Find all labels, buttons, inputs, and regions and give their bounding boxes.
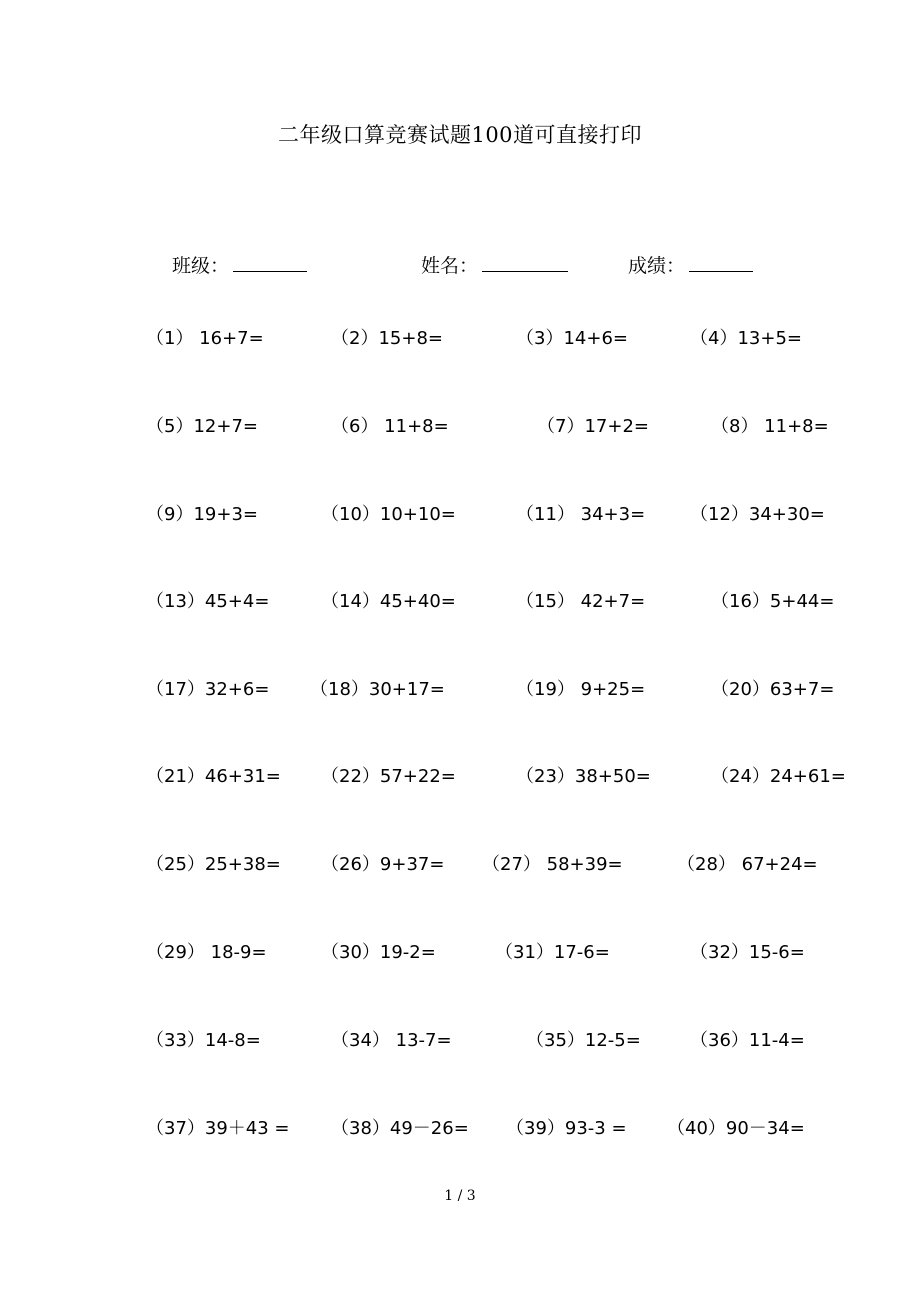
problem-item: （19） 9+25= — [516, 679, 646, 700]
score-blank-line — [689, 251, 753, 272]
name-field — [421, 251, 568, 280]
problem-item: （35）12-5= — [526, 1030, 641, 1051]
problem-item: （30）19-2= — [321, 942, 436, 963]
problem-item: （27） 58+39= — [482, 854, 623, 875]
problem-item: （14）45+40= — [321, 591, 456, 612]
score-field — [628, 251, 753, 280]
problem-item: （15） 42+7= — [516, 591, 646, 612]
problem-item: （17）32+6= — [146, 679, 270, 700]
problem-item: （16）5+44= — [711, 591, 835, 612]
class-field — [172, 251, 307, 280]
problem-item: （33）14-8= — [146, 1030, 261, 1051]
problem-item: （9）19+3= — [146, 504, 258, 525]
problem-item: （37）39＋43 = — [146, 1118, 290, 1139]
problem-item: （21）46+31= — [146, 766, 281, 787]
class-blank-line — [233, 251, 307, 272]
problem-item: （2）15+8= — [331, 328, 443, 349]
problem-item: （23）38+50= — [516, 766, 651, 787]
problem-item: （20）63+7= — [711, 679, 835, 700]
problem-item: （26）9+37= — [321, 854, 445, 875]
problem-item: （39）93-3 = — [506, 1118, 627, 1139]
problem-item: （1） 16+7= — [146, 328, 264, 349]
problem-item: （22）57+22= — [321, 766, 456, 787]
score-label: 成绩： — [628, 255, 686, 277]
problem-item: （7）17+2= — [537, 416, 649, 437]
problem-item: （34） 13-7= — [331, 1030, 452, 1051]
problem-item: （3）14+6= — [516, 328, 628, 349]
problem-item: （24）24+61= — [711, 766, 846, 787]
name-label: 姓名： — [421, 255, 479, 277]
problem-item: （31）17-6= — [495, 942, 610, 963]
page-title: 二年级口算竞赛试题100道可直接打印 — [277, 123, 643, 147]
class-label: 班级： — [172, 255, 230, 277]
problem-item: （13）45+4= — [146, 591, 270, 612]
problem-item: （10）10+10= — [321, 504, 456, 525]
problem-item: （38）49－26= — [331, 1118, 469, 1139]
name-blank-line — [482, 251, 568, 272]
problem-item: （4）13+5= — [690, 328, 802, 349]
problem-item: （8） 11+8= — [711, 416, 829, 437]
problem-item: （6） 11+8= — [331, 416, 449, 437]
problem-item: （29） 18-9= — [146, 942, 267, 963]
problem-item: （18）30+17= — [310, 679, 445, 700]
problem-item: （36）11-4= — [690, 1030, 805, 1051]
problem-item: （32）15-6= — [690, 942, 805, 963]
problem-item: （11） 34+3= — [516, 504, 646, 525]
page-number: 1 / 3 — [444, 1188, 476, 1204]
problem-item: （25）25+38= — [146, 854, 281, 875]
problem-item: （28） 67+24= — [677, 854, 818, 875]
problem-item: （12）34+30= — [690, 504, 825, 525]
problem-item: （40）90－34= — [667, 1118, 805, 1139]
problem-item: （5）12+7= — [146, 416, 258, 437]
